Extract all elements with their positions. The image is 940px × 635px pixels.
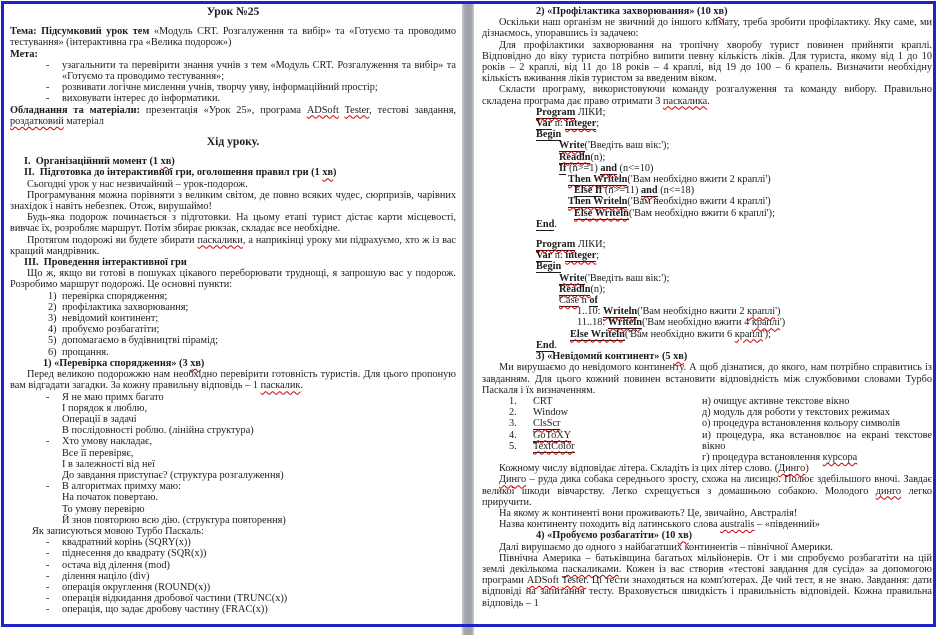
sub-heading xyxy=(482,6,932,17)
text-segment: паскалики xyxy=(197,234,243,246)
code-line xyxy=(482,196,932,207)
term-item xyxy=(509,418,702,429)
numbered-item xyxy=(10,302,456,313)
text-segment: Program xyxy=(536,106,576,118)
paragraph xyxy=(10,212,456,234)
text-segment: Динго xyxy=(778,463,806,475)
text-segment: n xyxy=(579,295,590,307)
text-segment: integer xyxy=(565,250,597,262)
numbered-item xyxy=(10,291,456,302)
term-item xyxy=(509,396,702,407)
code-line xyxy=(482,317,932,328)
list-marker: 3) xyxy=(48,313,57,325)
text-segment: хв xyxy=(713,6,725,17)
text-segment: В послідовності роблю. (лінійна структура) xyxy=(62,425,254,437)
text-segment: виховувати інтерес до інформатики. xyxy=(62,93,221,105)
code-line xyxy=(482,129,932,140)
list-marker: - xyxy=(46,593,50,605)
text-segment: «Модуль CRT. Розгалуження та вибір» та «Готуємо та проводимо тестування» (інтерактивна гра «Велика подорож») xyxy=(10,26,456,49)
definition-item xyxy=(702,396,932,407)
text-segment: ) xyxy=(805,463,809,475)
numbered-item xyxy=(10,347,456,358)
page-2[interactable] xyxy=(482,6,932,609)
text-segment: '); xyxy=(762,328,771,340)
code-line xyxy=(482,208,932,219)
text-segment: australis xyxy=(720,519,755,531)
section-heading xyxy=(10,167,456,178)
text-segment: ('Вам необхідно вжити 6 xyxy=(624,328,735,340)
text-segment: Програмування можна порівняти з великим світом, де повно всяких чудес, сюрпризів, чарівних знахідок і навіть небезпек. Отож, вирушаймо! xyxy=(10,189,456,213)
definition-item xyxy=(702,407,932,418)
list-marker: 6) xyxy=(48,346,57,358)
text-segment: ; xyxy=(596,118,600,130)
text-segment: Динго xyxy=(499,474,527,486)
text-segment: – «південний» xyxy=(754,519,820,531)
text-segment: І в залежності від неї xyxy=(62,458,155,470)
bullet-item-line xyxy=(10,459,456,470)
section-heading xyxy=(10,257,456,268)
bullet-item-line xyxy=(10,504,456,515)
list-marker: 4) xyxy=(48,324,57,336)
text-segment: n: xyxy=(552,118,566,130)
code-line xyxy=(482,239,932,250)
text-segment: ('Вам необхідно вжити 6 краплі'); xyxy=(628,207,775,219)
code-line xyxy=(482,284,932,295)
text-segment: ('Вам необхідно вжити 2 краплі') xyxy=(627,174,771,186)
list-marker: 2. xyxy=(509,407,517,419)
code-line xyxy=(482,250,932,261)
text-segment: ('Вам необхідно вжити 4 xyxy=(641,317,752,329)
text-segment: 2) «Профілактика захворювання» (10 xyxy=(536,6,714,17)
code-line xyxy=(482,107,932,118)
text-segment: Else Writeln xyxy=(570,328,625,340)
text-segment: Var xyxy=(536,118,553,130)
text-segment: Begin xyxy=(536,261,562,273)
text-segment: хв xyxy=(160,156,172,168)
bullet-item xyxy=(10,604,456,615)
text-segment: Else If xyxy=(574,185,603,197)
paragraph xyxy=(482,519,932,530)
text-segment: узагальнити та перевірити знання учнів з тем «Модуль CRT. Розгалуження та вибір» та «Готуємо та проводимо тестування»; xyxy=(62,59,456,83)
text-segment: Кожному числу відповідає літера. Складіть із цих літер слово. ( xyxy=(499,463,779,475)
text-segment: г) процедура встановлення xyxy=(702,451,823,463)
list-marker: 4. xyxy=(509,429,517,441)
text-segment: В алгоритмах примху маю: xyxy=(62,481,181,493)
code-line xyxy=(482,140,932,151)
paragraph xyxy=(482,474,932,508)
text-segment: End xyxy=(536,218,555,230)
bullet-item xyxy=(10,571,456,582)
text-segment: . xyxy=(707,95,710,107)
text-segment: и) процедура, яка встановлює на екрані текстове вікно xyxy=(702,429,932,452)
list-marker: 2) xyxy=(48,301,57,313)
text-segment: хв xyxy=(673,351,684,363)
text-segment: (n); xyxy=(590,151,606,163)
list-marker: - xyxy=(46,559,50,571)
bullet-item xyxy=(10,82,456,93)
text-segment: ЛІКИ; xyxy=(575,239,606,251)
text-segment: Then Writeln xyxy=(568,174,628,186)
text-segment: (n>=1) xyxy=(566,162,601,174)
list-marker: - xyxy=(46,82,50,94)
bullet-item-line xyxy=(10,403,456,414)
text-segment: Var xyxy=(536,250,553,262)
text-segment: Мета: xyxy=(10,48,38,60)
text-segment: невідомий континент; xyxy=(62,313,159,325)
text-segment: піднесення до квадрату (SQR(x)) xyxy=(62,548,207,560)
text-segment: До завдання приступає? (структура розгалуження) xyxy=(62,469,284,481)
text-segment: д) модуль для роботи у текстових режимах xyxy=(702,407,890,419)
blank-line xyxy=(482,230,932,239)
text-segment: Оскільки наш організм не звичний до іншого клімату, треба зробити профілактику. Яку саме, ми дізнаємось, упоравшись із задачею: xyxy=(482,17,932,40)
text-segment: Для профілактики захворювання на тропічну хворобу турист повинен прийняти краплі. Відповідно до віку туриста потрібно випити певну кількість ліків. Для туриста, якому від 1 до 10 років – 2 краплі, від 11 до 18 років – 4 краплі, від 19 до 100 – 6 крапель. Визначити необхідну кількість вживання ліків туристом за введеним віком. xyxy=(482,39,932,85)
text-segment: допомагаємо в будівництві пірамід; xyxy=(62,335,218,347)
bullet-item-line xyxy=(10,515,456,526)
paragraph xyxy=(10,369,456,391)
list-marker: - xyxy=(46,581,50,593)
text-segment: Далі вирушаємо до одного з найбагатших континентів – північної Америки. xyxy=(499,541,833,553)
text-segment: . xyxy=(300,380,303,392)
list-marker: - xyxy=(46,391,50,403)
text-segment: паскалика xyxy=(663,95,708,107)
text-segment: Я не маю примх багато xyxy=(62,391,164,403)
text-segment: І порядок я люблю, xyxy=(62,402,148,414)
text-segment: операція, що задає дробову частину (FRAC(x)) xyxy=(62,604,268,616)
list-marker: 3. xyxy=(509,418,517,430)
code-line xyxy=(482,340,932,351)
text-segment: Перед великою подорожжю нам необхідно перевірити готовність туристів. Для цього пропоную вам відгадати загадки. За кожну правильну відповідь – 1 xyxy=(10,369,456,392)
text-segment: ADSoft xyxy=(526,575,559,587)
text-segment: . xyxy=(554,339,557,351)
text-segment: . Кожен із вас створив «тестові завдання для сусіда» за допомогою програми xyxy=(482,563,932,587)
text-segment: ділення націло (div) xyxy=(62,570,150,582)
paragraph xyxy=(10,179,456,190)
text-segment: Скласти програму, використовуючи команду розгалуження та команду вибору. Правильно складена програма дає право отримати 3 xyxy=(482,84,932,107)
text-segment: Тема: Підсумковий урок тем xyxy=(10,26,154,38)
text-segment: Write xyxy=(559,272,585,284)
text-segment: III. Проведення інтерактивної гри xyxy=(24,257,187,269)
text-segment: II. Підготовка до інтерактивної гри, оголошення правил гри (1 xyxy=(24,167,323,179)
text-segment: перевірка спорядження; xyxy=(62,290,168,302)
text-segment: Writeln xyxy=(607,317,642,329)
text-segment: Хід уроку. xyxy=(206,135,260,149)
text-segment: паскаликами xyxy=(562,563,619,575)
definitions-column xyxy=(702,396,932,463)
paragraph xyxy=(10,526,456,537)
text-segment: Сьогодні урок у нас незвичайний – урок-подорож. xyxy=(27,178,248,190)
paragraph xyxy=(10,268,456,290)
term-item xyxy=(509,441,702,452)
paragraph xyxy=(10,190,456,212)
text-segment: хв xyxy=(190,357,201,369)
text-segment: Tester xyxy=(344,104,370,116)
paragraph xyxy=(482,542,932,553)
paragraph xyxy=(10,49,456,60)
bullet-item xyxy=(10,481,456,492)
bullet-item xyxy=(10,548,456,559)
text-segment: Case xyxy=(559,295,580,307)
code-line xyxy=(482,261,932,272)
text-segment: Північна Америка – батьківщина багатьох мільйонерів. От і ми спробуємо розбагатіти на цій землі декількома xyxy=(482,552,932,575)
doc-heading xyxy=(10,136,456,147)
text-segment: ) xyxy=(688,530,693,542)
text-segment: and xyxy=(641,185,658,197)
text-segment: ('Введіть ваш вік:'); xyxy=(584,272,670,284)
bullet-item-line xyxy=(10,448,456,459)
text-segment: Будь-яка подорож починається з підготовки. На цьому етапі турист дістає карти місцевості, вивчає їх, розробляє маршрут. Потім збирає рюкзак, складає все необхідне. xyxy=(10,212,456,235)
sub-heading xyxy=(10,358,456,369)
text-segment: Урок №25 xyxy=(206,5,260,18)
text-segment: операція округлення (ROUND(x)) xyxy=(62,581,211,593)
page-divider xyxy=(462,4,474,635)
definition-item xyxy=(702,452,932,463)
text-segment: integer xyxy=(565,118,597,130)
text-segment: 3) «Невідомий континент» (5 xyxy=(536,351,674,363)
doc-heading xyxy=(10,6,456,17)
text-segment: 1) «Перевірка спорядження» (3 xyxy=(43,357,191,369)
matching-exercise xyxy=(482,396,932,463)
paragraph xyxy=(10,105,456,127)
sub-heading xyxy=(482,351,932,362)
paragraph xyxy=(482,362,932,396)
text-segment: – руда дика собака середнього зросту, схожа на лисицю. Полює здебільшого вночі. Завдає великої шкоди вівчарству. Легко схрещується з домашньою собакою. Молодого xyxy=(482,474,932,497)
code-line xyxy=(482,163,932,174)
bullet-item-line xyxy=(10,425,456,436)
paragraph xyxy=(10,26,456,48)
terms-column xyxy=(509,396,702,463)
text-segment: ) xyxy=(683,351,688,363)
text-segment: ЛІКИ; xyxy=(575,106,606,118)
text-segment: пробуємо розбагатіти; xyxy=(62,324,160,336)
bullet-item-line xyxy=(10,414,456,425)
paragraph xyxy=(482,17,932,39)
text-segment: курсора xyxy=(822,451,858,463)
bullet-item-line xyxy=(10,492,456,503)
text-segment: . Ці тести знаходяться на комп'ютерах. Де чий тест, я не знаю. Завдання: дати відповіді на запитання тесту. Враховується швидкість і правильність відповідей. Кожна правильна відповідь – 1 xyxy=(482,575,932,609)
section-heading xyxy=(10,156,456,167)
text-segment: матеріал xyxy=(63,115,104,127)
text-segment: ') xyxy=(779,317,786,329)
paragraph xyxy=(482,508,932,519)
text-segment: (n<=18) xyxy=(657,185,695,197)
text-segment: If xyxy=(559,162,567,174)
text-segment: Як записуються мовою Турбо Паскаль: xyxy=(32,525,204,537)
page-1[interactable] xyxy=(10,6,456,616)
text-segment: Write xyxy=(559,140,585,152)
text-segment: ) xyxy=(171,156,175,168)
text-segment: ) xyxy=(200,357,205,369)
text-segment: CRT xyxy=(533,395,553,407)
text-segment: операція відкидання дробової частини (TRUNC(x)) xyxy=(62,593,288,605)
text-segment: легко приручити. xyxy=(482,485,932,508)
term-item xyxy=(509,430,702,441)
list-marker: - xyxy=(46,604,50,616)
numbered-item xyxy=(10,313,456,324)
numbered-item xyxy=(10,335,456,346)
text-segment: Що ж, якщо ви готові в пошуках цікавого переборювати труднощі, я запрошую вас у подорож. Розробимо маршрут подорожі. Це основні пункти: xyxy=(10,268,456,291)
text-segment: ') xyxy=(775,306,781,318)
text-segment: Протягом подорожі ви будете збирати xyxy=(27,234,198,246)
text-segment: паскалик xyxy=(260,380,301,392)
text-segment: На початок повертаю. xyxy=(62,492,159,504)
text-segment: 1..10: xyxy=(577,306,604,318)
text-segment: остача від ділення (mod) xyxy=(62,559,170,571)
code-line xyxy=(482,329,932,340)
text-segment: розвивати логічне мислення учнів, творчу уяву, інформаційний простір; xyxy=(62,82,378,94)
bullet-item xyxy=(10,560,456,571)
bullet-item xyxy=(10,582,456,593)
text-segment: I. Організаційний момент (1 xyxy=(24,156,161,168)
numbered-item xyxy=(10,324,456,335)
list-marker: - xyxy=(46,548,50,560)
text-segment: роздатковий xyxy=(10,115,64,127)
text-segment: Все її перевіряє, xyxy=(62,447,134,459)
text-segment: хв xyxy=(677,530,689,542)
list-marker: - xyxy=(46,436,50,448)
code-line xyxy=(482,185,932,196)
text-segment: презентація «Урок 25», програма xyxy=(140,104,307,116)
list-marker: 5. xyxy=(509,440,517,452)
text-segment: 4) «Пробуємо розбагатіти» (10 xyxy=(536,530,678,542)
paragraph xyxy=(10,235,456,257)
code-line xyxy=(482,174,932,185)
paragraph xyxy=(482,40,932,85)
text-segment: Ми вирушаємо до невідомого континенту. А щоб дізнатися, до якого, нам потрібно справитись із завданням. Для цього кожний повинен встановити відповідність між службовими словами Турбо Паскаля і їх визначенням. xyxy=(482,362,932,396)
code-line xyxy=(482,152,932,163)
text-segment: Then Writeln xyxy=(568,196,628,208)
text-segment: ADSoft xyxy=(306,104,339,116)
blank-line xyxy=(10,17,456,26)
text-segment: Назва континенту походить від латинського слова xyxy=(499,519,721,531)
text-segment: ('Вам необхідно вжити 4 краплі') xyxy=(627,196,771,208)
text-segment: and xyxy=(600,162,617,174)
text-segment: . xyxy=(554,218,557,230)
list-marker: - xyxy=(46,481,50,493)
list-marker: - xyxy=(46,59,50,71)
text-segment: краплі xyxy=(734,328,763,340)
text-segment: Readln xyxy=(559,151,591,163)
text-segment: 11..18: xyxy=(577,317,608,329)
text-segment: Begin xyxy=(536,129,562,141)
text-segment: Readln xyxy=(559,283,591,295)
text-segment: квадратний корінь (SQRY(x)) xyxy=(62,537,191,549)
text-segment: End xyxy=(536,339,555,351)
term-item xyxy=(509,407,702,418)
definition-item xyxy=(702,418,932,429)
text-segment: о) процедура встановлення кольору символів xyxy=(702,418,901,430)
code-line xyxy=(482,118,932,129)
text-segment: Й знов повторюю всю дію. (структура повторення) xyxy=(62,514,286,526)
list-marker: 1. xyxy=(509,395,517,407)
list-marker: - xyxy=(46,570,50,582)
text-segment: Window xyxy=(533,407,569,419)
text-segment: хв xyxy=(322,167,334,179)
text-segment: n: xyxy=(552,250,566,262)
bullet-item xyxy=(10,537,456,548)
text-segment: ('Введіть ваш вік:'); xyxy=(584,140,670,152)
bullet-item xyxy=(10,593,456,604)
text-segment: Else Writeln xyxy=(574,207,629,219)
list-marker: 5) xyxy=(48,335,57,347)
blank-line xyxy=(10,147,456,156)
text-segment: профілактика захворювання; xyxy=(62,301,189,313)
list-marker: 1) xyxy=(48,290,57,302)
text-segment: (n<=10) xyxy=(616,162,654,174)
text-segment: ) xyxy=(724,6,728,17)
text-segment: , а наприкінці уроку ми підрахуємо, хто ж із вас кращий мандрівник. xyxy=(10,234,456,257)
text-segment: GoToXY xyxy=(533,429,572,441)
text-segment: ClsScr xyxy=(533,418,561,430)
text-segment: ('Вам необхідно вжити 2 xyxy=(637,306,748,318)
text-segment: Program xyxy=(536,239,576,251)
paragraph xyxy=(482,84,932,106)
code-line xyxy=(482,273,932,284)
bullet-item xyxy=(10,93,456,104)
code-line xyxy=(482,295,932,306)
text-segment: Хто умову накладає, xyxy=(62,436,153,448)
text-segment: (n>=11) xyxy=(602,185,642,197)
bullet-item-line xyxy=(10,470,456,481)
text-segment: краплі xyxy=(751,317,780,329)
list-marker: - xyxy=(46,93,50,105)
text-segment: of xyxy=(589,295,598,307)
paragraph xyxy=(482,463,932,474)
text-segment: Writeln xyxy=(603,306,638,318)
text-segment: Обладнання та матеріали: xyxy=(10,104,141,116)
text-segment: ; xyxy=(596,250,600,262)
text-segment: То умову перевірю xyxy=(62,503,145,515)
bullet-item xyxy=(10,436,456,447)
code-line xyxy=(482,306,932,317)
text-segment: , тестові завдання, xyxy=(369,104,457,116)
text-segment: ) xyxy=(333,167,337,179)
bullet-item xyxy=(10,60,456,82)
text-segment: Tester xyxy=(561,575,587,587)
definition-item xyxy=(702,430,932,452)
list-marker: - xyxy=(46,537,50,549)
text-segment: Операції в задачі xyxy=(62,413,137,425)
text-segment: На якому ж континенті вони проживають? Це, звичайно, Австралія! xyxy=(499,507,798,519)
text-segment: (n); xyxy=(590,283,606,295)
paragraph xyxy=(482,553,932,609)
bullet-item xyxy=(10,392,456,403)
code-line xyxy=(482,219,932,230)
text-segment: краплі xyxy=(747,306,776,318)
text-segment: н) очищує активне текстове вікно xyxy=(702,395,850,407)
text-segment: TextColor xyxy=(533,440,575,452)
sub-heading xyxy=(482,530,932,541)
text-segment: прощання. xyxy=(62,346,109,358)
text-segment: динго xyxy=(875,485,902,497)
